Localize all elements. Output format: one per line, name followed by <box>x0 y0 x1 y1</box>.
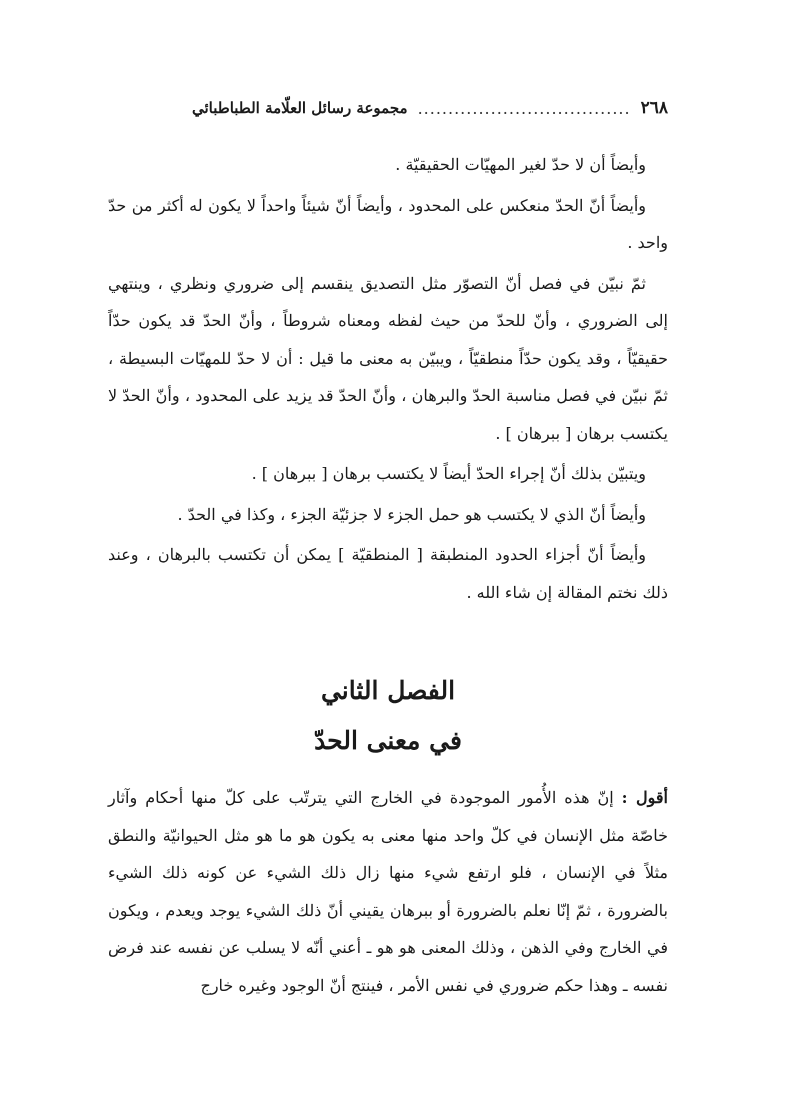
paragraph-6: وأيضاً أنّ أجزاء الحدود المنطبقة [ المنطقيّة ] يمكن أن تكتسب بالبرهان ، وعند ذلك نختم المقالة إن شاء الله . <box>108 545 668 602</box>
page-number: ٢٦٨ <box>640 98 668 118</box>
closing-paragraph <box>108 779 668 1004</box>
closing-text: إنّ هذه الأُمور الموجودة في الخارج التي يترتّب على كلّ منها أحكام وآثار خاصّة مثل الإنسان في كلّ واحد منها معنى به يكون هو ما هو مثل الحيوانيّة والنطق مثلاً في الإنسان ، فلو ارتفع شيء منها زال ذلك الشيء عن كونه ذلك الشيء بالضرورة ، ثمّ إنّا نعلم بالضرورة أو ببرهان يقيني أنّ ذلك الشيء يوجد ويعدم ، ويكون في الخارج وفي الذهن ، وذلك المعنى هو هو ـ أعني أنّه لا يسلب عن نفسه عند فرض نفسه ـ وهذا حكم ضروري في نفس الأمر ، فينتج أنّ الوجود وغيره خارج <box>108 788 669 995</box>
chapter-title: الفصل الثاني <box>320 676 456 705</box>
paragraph-3: ثمّ نبيّن في فصل أنّ التصوّر مثل التصديق ينقسم إلى ضروري ونظري ، وينتهي إلى الضروري ، وأنّ للحدّ من حيث لفظه ومعناه شروطاً ، وأنّ الحدّ قد يكون حدّاً حقيقيّاً ، وقد يكون حدّاً منطقيّاً ، ويبيّن به معنى ما قيل : أن لا حدّ للمهيّات البسيطة ، ثمّ نبيّن في فصل مناسبة الحدّ والبرهان ، وأنّ الحدّ قد يزيد على المحدود ، وأنّ الحدّ لا يكتسب برهان [ ببرهان ] . <box>108 273 668 443</box>
paragraph-4: ويتبيّن بذلك أنّ إجراء الحدّ أيضاً لا يكتسب برهان [ ببرهان ] . <box>251 464 646 483</box>
lead-word: أقول : <box>621 788 668 807</box>
paragraph-2: وأيضاً أنّ الحدّ منعكس على المحدود ، وأيضاً أنّ شيئاً واحداً لا يكون له أكثر من حدّ واحد . <box>108 195 668 252</box>
leader-dots: ................................... <box>417 98 631 118</box>
book-title: مجموعة رسائل العلّامة الطباطبائي <box>192 99 408 117</box>
chapter-subtitle: في معنى الحدّ <box>314 726 462 755</box>
paragraph-5: وأيضاً أنّ الذي لا يكتسب هو حمل الجزء لا جزئيّة الجزء ، وكذا في الحدّ . <box>177 504 646 524</box>
book-page <box>108 92 668 1052</box>
paragraph-1: وأيضاً أن لا حدّ لغير المهيّات الحقيقيّة . <box>395 155 646 174</box>
running-head <box>108 92 668 124</box>
